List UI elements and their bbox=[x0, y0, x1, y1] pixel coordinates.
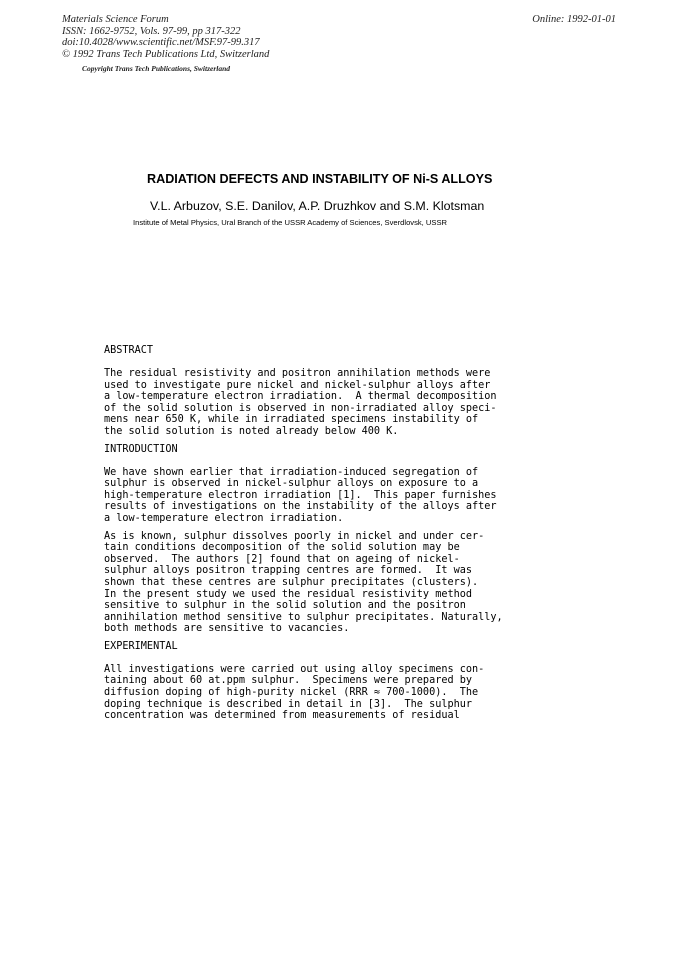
text-line: annihilation method sensitive to sulphur precipitates. Naturally, bbox=[104, 611, 503, 623]
journal-metadata bbox=[62, 14, 269, 75]
text-line: The residual resistivity and positron annihilation methods were bbox=[104, 368, 491, 379]
text-line: the solid solution is noted already below 400 K. bbox=[104, 425, 399, 437]
text-line: We have shown earlier that irradiation-induced segregation of bbox=[104, 466, 479, 478]
text-line: of the solid solution is observed in non-irradiated alloy speci- bbox=[104, 402, 497, 414]
text-line: sulphur is observed in nickel-sulphur alloys on exposure to a bbox=[104, 478, 479, 490]
paper-authors: V.L. Arbuzov, S.E. Danilov, A.P. Druzhkov and S.M. Klotsman bbox=[150, 199, 485, 213]
paper-title: RADIATION DEFECTS AND INSTABILITY OF Ni-S ALLOYS bbox=[147, 172, 493, 186]
text-line: doping technique is described in detail in [3]. The sulphur bbox=[104, 698, 473, 710]
introduction-paragraph-2 bbox=[104, 531, 554, 635]
text-line: All investigations were carried out using alloy specimens con- bbox=[104, 663, 485, 675]
journal-name: Materials Science Forum bbox=[62, 14, 169, 25]
text-line: sensitive to sulphur in the solid solution and the positron bbox=[104, 600, 466, 612]
introduction-paragraph-1 bbox=[104, 467, 554, 525]
introduction-heading: INTRODUCTION bbox=[104, 443, 178, 455]
text-line: high-temperature electron irradiation [1]. This paper furnishes bbox=[104, 489, 497, 501]
issn-line: ISSN: 1662-9752, Vols. 97-99, pp 317-322 bbox=[62, 25, 241, 37]
text-line: sulphur alloys positron trapping centres are formed. It was bbox=[104, 565, 473, 577]
text-line: observed. The authors [2] found that on ageing of nickel- bbox=[104, 553, 460, 565]
abstract-paragraph bbox=[104, 368, 554, 438]
text-line: a low-temperature electron irradiation. A thermal decomposition bbox=[104, 391, 497, 403]
copyright-line: Copyright Trans Tech Publications, Switzerland bbox=[82, 64, 231, 73]
doi-line: doi:10.4028/www.scientific.net/MSF.97-99.317 bbox=[62, 37, 260, 48]
abstract-heading: ABSTRACT bbox=[104, 345, 154, 356]
publisher-line: © 1992 Trans Tech Publications Ltd, Switzerland bbox=[62, 48, 270, 60]
paper-body bbox=[104, 345, 554, 728]
text-line: both methods are sensitive to vacancies. bbox=[104, 623, 350, 635]
text-line: used to investigate pure nickel and nickel-sulphur alloys after bbox=[104, 379, 491, 391]
text-line: As is known, sulphur dissolves poorly in nickel and under cer- bbox=[104, 530, 485, 542]
experimental-heading: EXPERIMENTAL bbox=[104, 640, 178, 652]
text-line: mens near 650 K, while in irradiated specimens instability of bbox=[104, 414, 479, 426]
text-line: concentration was determined from measurements of residual bbox=[104, 710, 460, 722]
text-line: diffusion doping of high-purity nickel (RRR ≈ 700-1000). The bbox=[104, 687, 479, 699]
text-line: taining about 60 at.ppm sulphur. Specimens were prepared by bbox=[104, 675, 473, 687]
text-line: In the present study we used the residual resistivity method bbox=[104, 588, 473, 600]
text-line: tain conditions decomposition of the solid solution may be bbox=[104, 542, 460, 554]
text-line: a low-temperature electron irradiation. bbox=[104, 512, 344, 524]
experimental-paragraph bbox=[104, 664, 554, 722]
paper-affiliation: Institute of Metal Physics, Ural Branch of the USSR Academy of Sciences, Sverdlovsk, USSR bbox=[133, 218, 448, 227]
text-line: shown that these centres are sulphur precipitates (clusters). bbox=[104, 576, 479, 588]
online-date: Online: 1992-01-01 bbox=[532, 14, 616, 25]
text-line: results of investigations on the instability of the alloys after bbox=[104, 501, 497, 513]
